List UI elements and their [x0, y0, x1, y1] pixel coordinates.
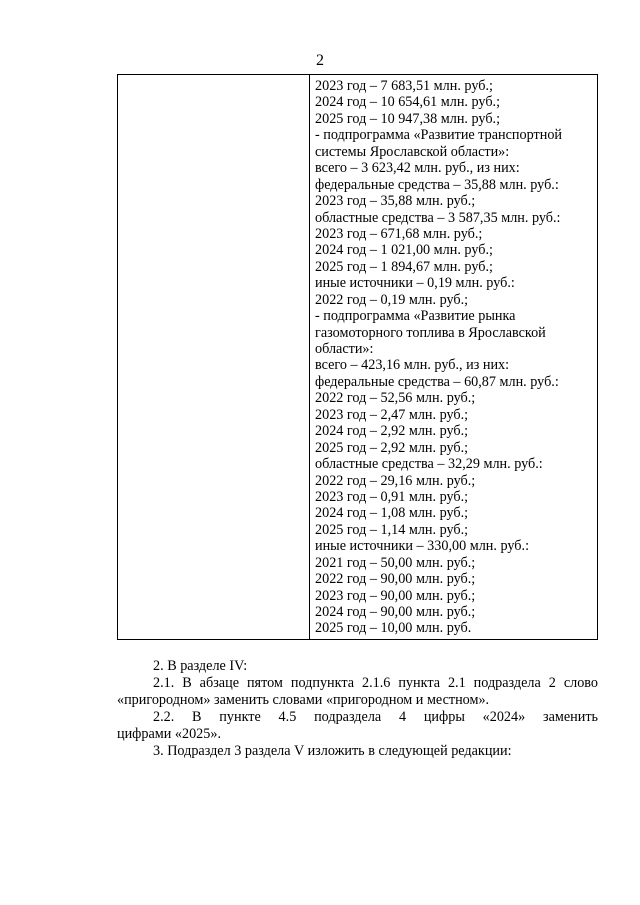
table-line: 2025 год – 1,14 млн. руб.;: [315, 521, 469, 538]
table-line: 2024 год – 90,00 млн. руб.;: [315, 604, 476, 620]
paragraph-3: 3. Подраздел 3 раздела V изложить в следующей редакции:: [153, 742, 512, 759]
table-line: - подпрограмма «Развитие рынка: [315, 308, 516, 325]
table-line: газомоторного топлива в Ярославской: [315, 324, 546, 341]
table-line: 2024 год – 1 021,00 млн. руб.;: [315, 242, 493, 259]
page-number: 2: [316, 52, 324, 69]
table-line: 2023 год – 671,68 млн. руб.;: [315, 225, 483, 242]
table-line: 2023 год – 90,00 млн. руб.;: [315, 587, 476, 604]
table-line: 2025 год – 2,92 млн. руб.;: [315, 439, 469, 456]
table-line: 2022 год – 52,56 млн. руб.;: [315, 390, 476, 407]
table-line: федеральные средства – 60,87 млн. руб.:: [315, 373, 559, 390]
table-line: 2025 год – 10,00 млн. руб.: [315, 620, 472, 637]
paragraph-2-2-line-2: цифрами «2025».: [117, 725, 221, 742]
table-line: областные средства – 32,29 млн. руб.:: [315, 456, 543, 473]
table-line: области»:: [315, 341, 374, 357]
column-divider: [309, 75, 310, 639]
table-line: 2023 год – 0,91 млн. руб.;: [315, 488, 469, 505]
paragraph-2-2-line-1: 2.2. В пункте 4.5 подраздела 4 цифры «2024» заменить: [153, 708, 598, 725]
table-line: 2025 год – 1 894,67 млн. руб.;: [315, 258, 493, 275]
table-line: 2024 год – 2,92 млн. руб.;: [315, 423, 469, 440]
table-line: 2023 год – 35,88 млн. руб.;: [315, 193, 476, 210]
table-line: 2021 год – 50,00 млн. руб.;: [315, 554, 476, 571]
paragraph-section-iv: 2. В разделе IV:: [153, 658, 248, 674]
table-line: областные средства – 3 587,35 млн. руб.:: [315, 209, 561, 226]
table-line: - подпрограмма «Развитие транспортной: [315, 127, 562, 144]
table-line: 2025 год – 10 947,38 млн. руб.;: [315, 110, 501, 127]
financing-cell: [315, 78, 591, 637]
table-line: иные источники – 0,19 млн. руб.:: [315, 275, 515, 292]
budget-table: [117, 74, 598, 640]
paragraph-2-1-line-1: 2.1. В абзаце пятом подпункта 2.1.6 пункта 2.1 подраздела 2 слово: [153, 674, 598, 691]
table-line: 2022 год – 90,00 млн. руб.;: [315, 571, 476, 588]
table-line: 2022 год – 0,19 млн. руб.;: [315, 291, 469, 308]
table-line: 2023 год – 2,47 млн. руб.;: [315, 406, 469, 423]
table-line: 2022 год – 29,16 млн. руб.;: [315, 472, 476, 489]
table-line: 2023 год – 7 683,51 млн. руб.;: [315, 78, 493, 94]
table-line: всего – 3 623,42 млн. руб., из них:: [315, 160, 520, 177]
paragraph-2-1-line-2: «пригородном» заменить словами «пригородном и местном».: [117, 691, 490, 708]
table-line: иные источники – 330,00 млн. руб.:: [315, 538, 530, 555]
table-line: 2024 год – 10 654,61 млн. руб.;: [315, 94, 501, 111]
table-line: всего – 423,16 млн. руб., из них:: [315, 357, 510, 374]
table-line: федеральные средства – 35,88 млн. руб.:: [315, 176, 559, 193]
table-line: системы Ярославской области»:: [315, 143, 510, 160]
table-line: 2024 год – 1,08 млн. руб.;: [315, 505, 469, 522]
body-text: [117, 658, 598, 759]
